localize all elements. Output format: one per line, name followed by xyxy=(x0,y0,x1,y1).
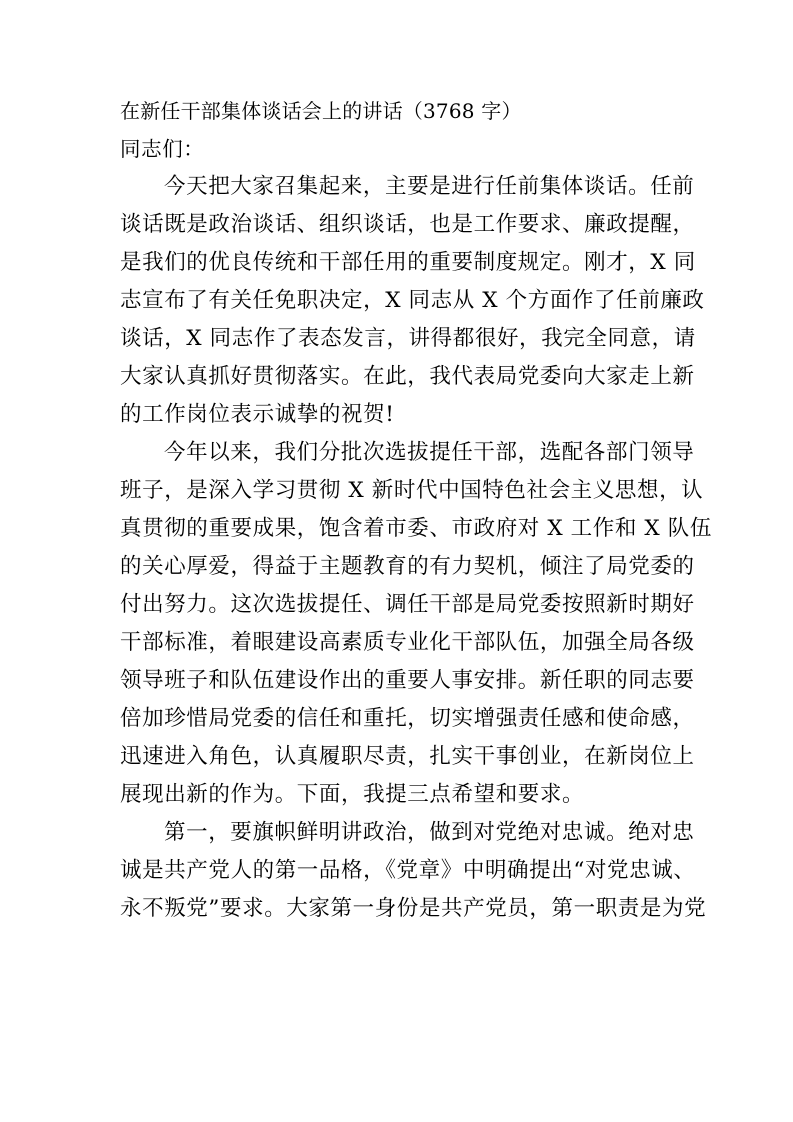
paragraph-line: 谈话，X 同志作了表态发言，讲得都很好，我完全同意，请 xyxy=(120,326,696,351)
paragraph-line: 干部标准，着眼建设高素质专业化干部队伍，加强全局各级 xyxy=(120,630,695,655)
paragraph-line: 是我们的优良传统和干部任用的重要制度规定。刚才，X 同 xyxy=(120,250,696,275)
greeting: 同志们： xyxy=(120,137,205,161)
paragraph-3 xyxy=(120,814,707,928)
paragraph-2 xyxy=(120,434,712,814)
paragraph-line: 迅速进入角色，认真履职尽责，扎实干事创业，在新岗位上 xyxy=(120,744,695,769)
paragraph-line: 的工作岗位表示诚挚的祝贺! xyxy=(120,402,395,427)
paragraph-line: 大家认真抓好贯彻落实。在此，我代表局党委向大家走上新 xyxy=(120,364,695,389)
document-body xyxy=(120,92,712,928)
paragraph-line: 今年以来，我们分批次选拔提任干部，选配各部门领导 xyxy=(164,440,695,465)
paragraph-line: 的关心厚爱，得益于主题教育的有力契机，倾注了局党委的 xyxy=(120,554,695,579)
paragraph-line: 展现出新的作为。下面，我提三点希望和要求。 xyxy=(120,782,585,807)
paragraph-line: 班子，是深入学习贯彻 X 新时代中国特色社会主义思想，认 xyxy=(120,478,704,503)
paragraph-line: 永不叛党”要求。大家第一身份是共产党员，第一职责是为党 xyxy=(120,896,707,921)
paragraph-1 xyxy=(120,168,705,434)
paragraph-line: 今天把大家召集起来，主要是进行任前集体谈话。任前 xyxy=(164,174,695,199)
paragraph-line: 倍加珍惜局党委的信任和重托，切实增强责任感和使命感， xyxy=(120,706,695,731)
document-title: 在新任干部集体谈话会上的讲话（3768 字） xyxy=(120,99,522,123)
paragraph-line: 付出努力。这次选拔提任、调任干部是局党委按照新时期好 xyxy=(120,592,695,617)
paragraph-line: 谈话既是政治谈话、组织谈话，也是工作要求、廉政提醒， xyxy=(120,212,695,237)
paragraph-line: 志宣布了有关任免职决定，X 同志从 X 个方面作了任前廉政 xyxy=(120,288,705,313)
paragraph-line: 第一，要旗帜鲜明讲政治，做到对党绝对忠诚。绝对忠 xyxy=(164,820,695,845)
paragraph-line: 领导班子和队伍建设作出的重要人事安排。新任职的同志要 xyxy=(120,668,695,693)
paragraph-line: 诚是共产党人的第一品格，《党章》中明确提出“对党忠诚、 xyxy=(120,858,696,883)
paragraph-line: 真贯彻的重要成果，饱含着市委、市政府对 X 工作和 X 队伍 xyxy=(120,516,712,541)
